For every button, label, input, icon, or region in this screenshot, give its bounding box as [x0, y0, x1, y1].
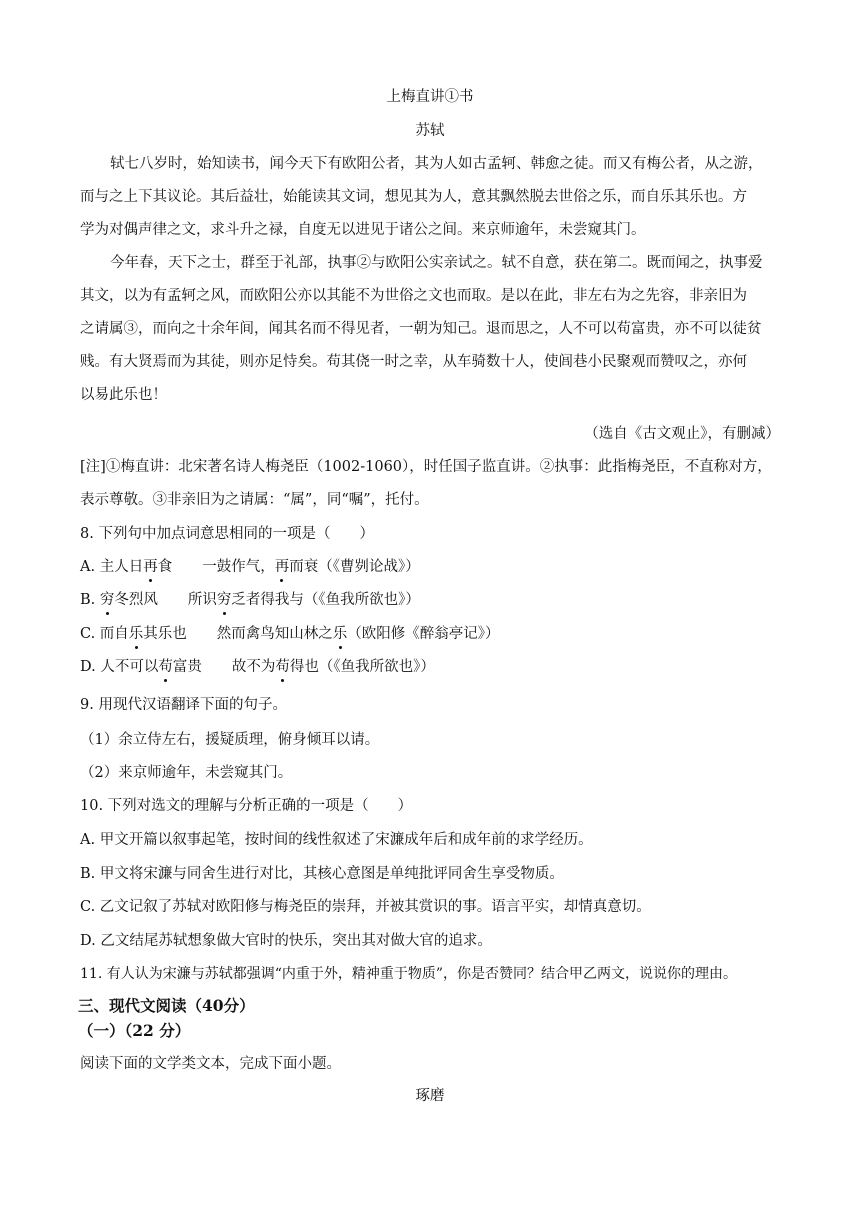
q9-item-2: （2）来京师逾年，未尝窥其门。: [80, 765, 293, 781]
reading-instruction: 阅读下面的文学类文本，完成下面小题。: [80, 1056, 341, 1072]
passage-line-8: 以易此乐也！: [80, 387, 167, 403]
passage-line-5: 其文，以为有孟轲之风，而欧阳公亦以其能不为世俗之文也而取。是以在此，非左右为之先容，非亲旧为: [80, 288, 747, 304]
passage-line-4: 今年春，天下之士，群至于礼部，执事②与欧阳公实亲试之。轼不自意，获在第二。既而闻之，执事爱: [110, 255, 763, 271]
section-heading: 三、现代文阅读（40分）: [78, 996, 255, 1015]
dotted-word: 穷: [217, 592, 232, 608]
emphasis-dot: [149, 579, 152, 582]
dotted-word: 苟: [158, 659, 173, 675]
q9-stem: 9. 用现代汉语翻译下面的句子。: [80, 697, 287, 713]
q10-option-a: A. 甲文开篇以叙事起笔，按时间的线性叙述了宋濂成年后和成年前的求学经历。: [80, 832, 593, 848]
dotted-word: 乐: [129, 626, 144, 642]
q10-stem: 10. 下列对选文的理解与分析正确的一项是（ ）: [80, 798, 413, 814]
emphasis-dot: [106, 612, 109, 615]
passage-line-7: 贱。有大贤焉而为其徒，则亦足恃矣。苟其侥一时之幸，从车骑数十人，使闾巷小民聚观而赞叹之，亦何: [80, 354, 747, 370]
emphasis-dot: [164, 679, 167, 682]
q8-stem: 8. 下列句中加点词意思相同的一项是（ ）: [80, 526, 374, 542]
passage-line-6: 之请属③，而向之十余年间，闻其名而不得见者，一朝为知己。退而思之，人不可以苟富贵，亦不可以徒贫: [80, 321, 762, 337]
emphasis-dot: [281, 679, 284, 682]
notes-line-2: 表示尊敬。③非亲旧为之请属：“属”，同“嘱”，托付。: [80, 492, 429, 508]
dotted-word: 再: [275, 559, 290, 575]
dotted-word: 乐: [333, 626, 348, 642]
q11-stem: 11. 有人认为宋濂与苏轼都强调“内重于外，精神重于物质”，你是否赞同？结合甲乙两文，说说你的理由。: [80, 966, 738, 982]
passage-line-2: 而与之上下其议论。其后益壮，始能读其文词，想见其为人，意其飘然脱去世俗之乐，而自乐其乐也。方: [80, 189, 747, 205]
q10-option-b: B. 甲文将宋濂与同舍生进行对比，其核心意图是单纯批评同舍生享受物质。: [80, 866, 564, 882]
emphasis-dot: [280, 579, 283, 582]
emphasis-dot: [223, 612, 226, 615]
q9-item-1: （1）余立侍左右，援疑质理，俯身倾耳以请。: [80, 732, 380, 748]
q8-option-c: C. 而自乐 其乐也 然而禽鸟知山林之乐 （欧阳修《醉翁亭记》）: [80, 624, 500, 644]
emphasis-dot: [339, 646, 342, 649]
passage-source: （选自《古文观止》，有删减）: [584, 426, 780, 442]
subsection-heading: （一）（22 分）: [78, 1021, 191, 1040]
dotted-word: 再: [143, 559, 158, 575]
emphasis-dot: [135, 646, 138, 649]
passage-author: 苏轼: [415, 123, 445, 139]
q8-option-d: D. 人不可以苟 富贵 故不为苟 得也（《鱼我所欲也》）: [80, 657, 435, 677]
dotted-word: 苟: [275, 659, 290, 675]
passage-line-1: 轼七八岁时，始知读书，闻今天下有欧阳公者，其为人如古孟轲、韩愈之徒。而又有梅公者，从之游，: [110, 156, 763, 172]
q10-option-c: C. 乙文记叙了苏轼对欧阳修与梅尧臣的崇拜，并被其赏识的事。语言平实，却情真意切。: [80, 899, 651, 915]
passage-title: 上梅直讲①书: [386, 89, 474, 105]
q8-option-a: A. 主人日再 食 一鼓作气，再 而衰（《曹刿论战》）: [80, 557, 420, 577]
next-passage-title: 琢磨: [415, 1088, 445, 1104]
dotted-word: 穷: [100, 592, 115, 608]
passage-line-3: 学为对偶声律之文，求斗升之禄，自度无以进见于诸公之间。来京师逾年，未尝窥其门。: [80, 222, 646, 238]
notes-line-1: [注]①梅直讲：北宋著名诗人梅尧臣（1002-1060），时任国子监直讲。②执事：此指梅尧臣，不直称对方，: [80, 459, 772, 475]
q10-option-d: D. 乙文结尾苏轼想象做大官时的快乐，突出其对做大官的追求。: [80, 933, 492, 949]
q8-option-b: B. 穷 冬烈风 所识穷 乏者得我与（《鱼我所欲也》）: [80, 590, 420, 610]
